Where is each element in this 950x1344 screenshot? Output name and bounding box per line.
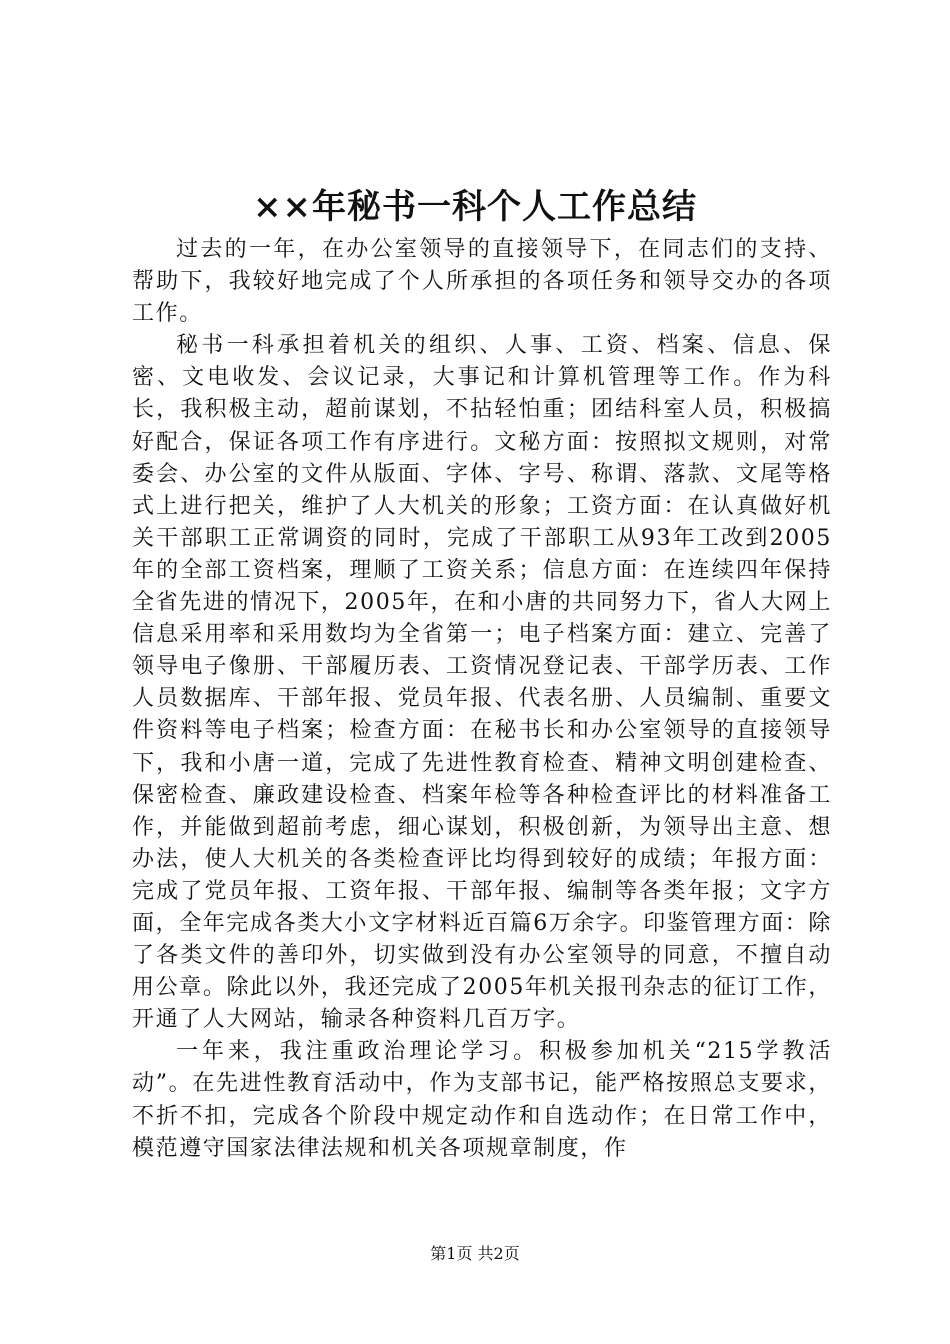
paragraph-intro: 过去的一年，在办公室领导的直接领导下，在同志们的支持、帮助下，我较好地完成了个人所承担的各项任务和领导交办的各项工作。 bbox=[132, 237, 832, 327]
document-body bbox=[132, 234, 832, 1165]
paragraph-political-study: 一年来，我注重政治理论学习。积极参加机关“215学教活动”。在先进性教育活动中，作为支部书记，能严格按照总支要求，不折不扣，完成各个阶段中规定动作和自选动作；在日常工作中，模范遵守国家法律法规和机关各项规章制度，作 bbox=[132, 1039, 832, 1161]
paragraph-duties: 秘书一科承担着机关的组织、人事、工资、档案、信息、保密、文电收发、会议记录，大事记和计算机管理等工作。作为科长，我积极主动，超前谋划，不拈轻怕重；团结科室人员，积极搞好配合，保证各项工作有序进行。文秘方面：按照拟文规则，对常委会、办公室的文件从版面、字体、字号、称谓、落款、文尾等格式上进行把关，维护了人大机关的形象；工资方面：在认真做好机关干部职工正常调资的同时，完成了干部职工从93年工改到2005年的全部工资档案，理顺了工资关系；信息方面：在连续四年保持全省先进的情况下，2005年，在和小唐的共同努力下，省人大网上信息采用率和采用数均为全省第一；电子档案方面：建立、完善了领导电子像册、干部履历表、工资情况登记表、干部学历表、工作人员数据库、干部年报、党员年报、代表名册、人员编制、重要文件资料等电子档案；检查方面：在秘书长和办公室领导的直接领导下，我和小唐一道，完成了先进性教育检查、精神文明创建检查、保密检查、廉政建设检查、档案年检等各种检查评比的材料准备工作，并能做到超前考虑，细心谋划，积极创新，为领导出主意、想办法，使人大机关的各类检查评比均得到较好的成绩；年报方面：完成了党员年报、工资年报、干部年报、编制等各类年报；文字方面，全年完成各类大小文字材料近百篇6万余字。印鉴管理方面：除了各类文件的善印外，切实做到没有办公室领导的同意，不擅自动用公章。除此以外，我还完成了2005年机关报刊杂志的征订工作，开通了人大网站，输录各种资料几百万字。 bbox=[132, 333, 832, 1033]
document-title: ××年秘书一科个人工作总结 bbox=[253, 187, 697, 227]
page-number-footer: 第1页 共2页 bbox=[430, 1244, 520, 1263]
